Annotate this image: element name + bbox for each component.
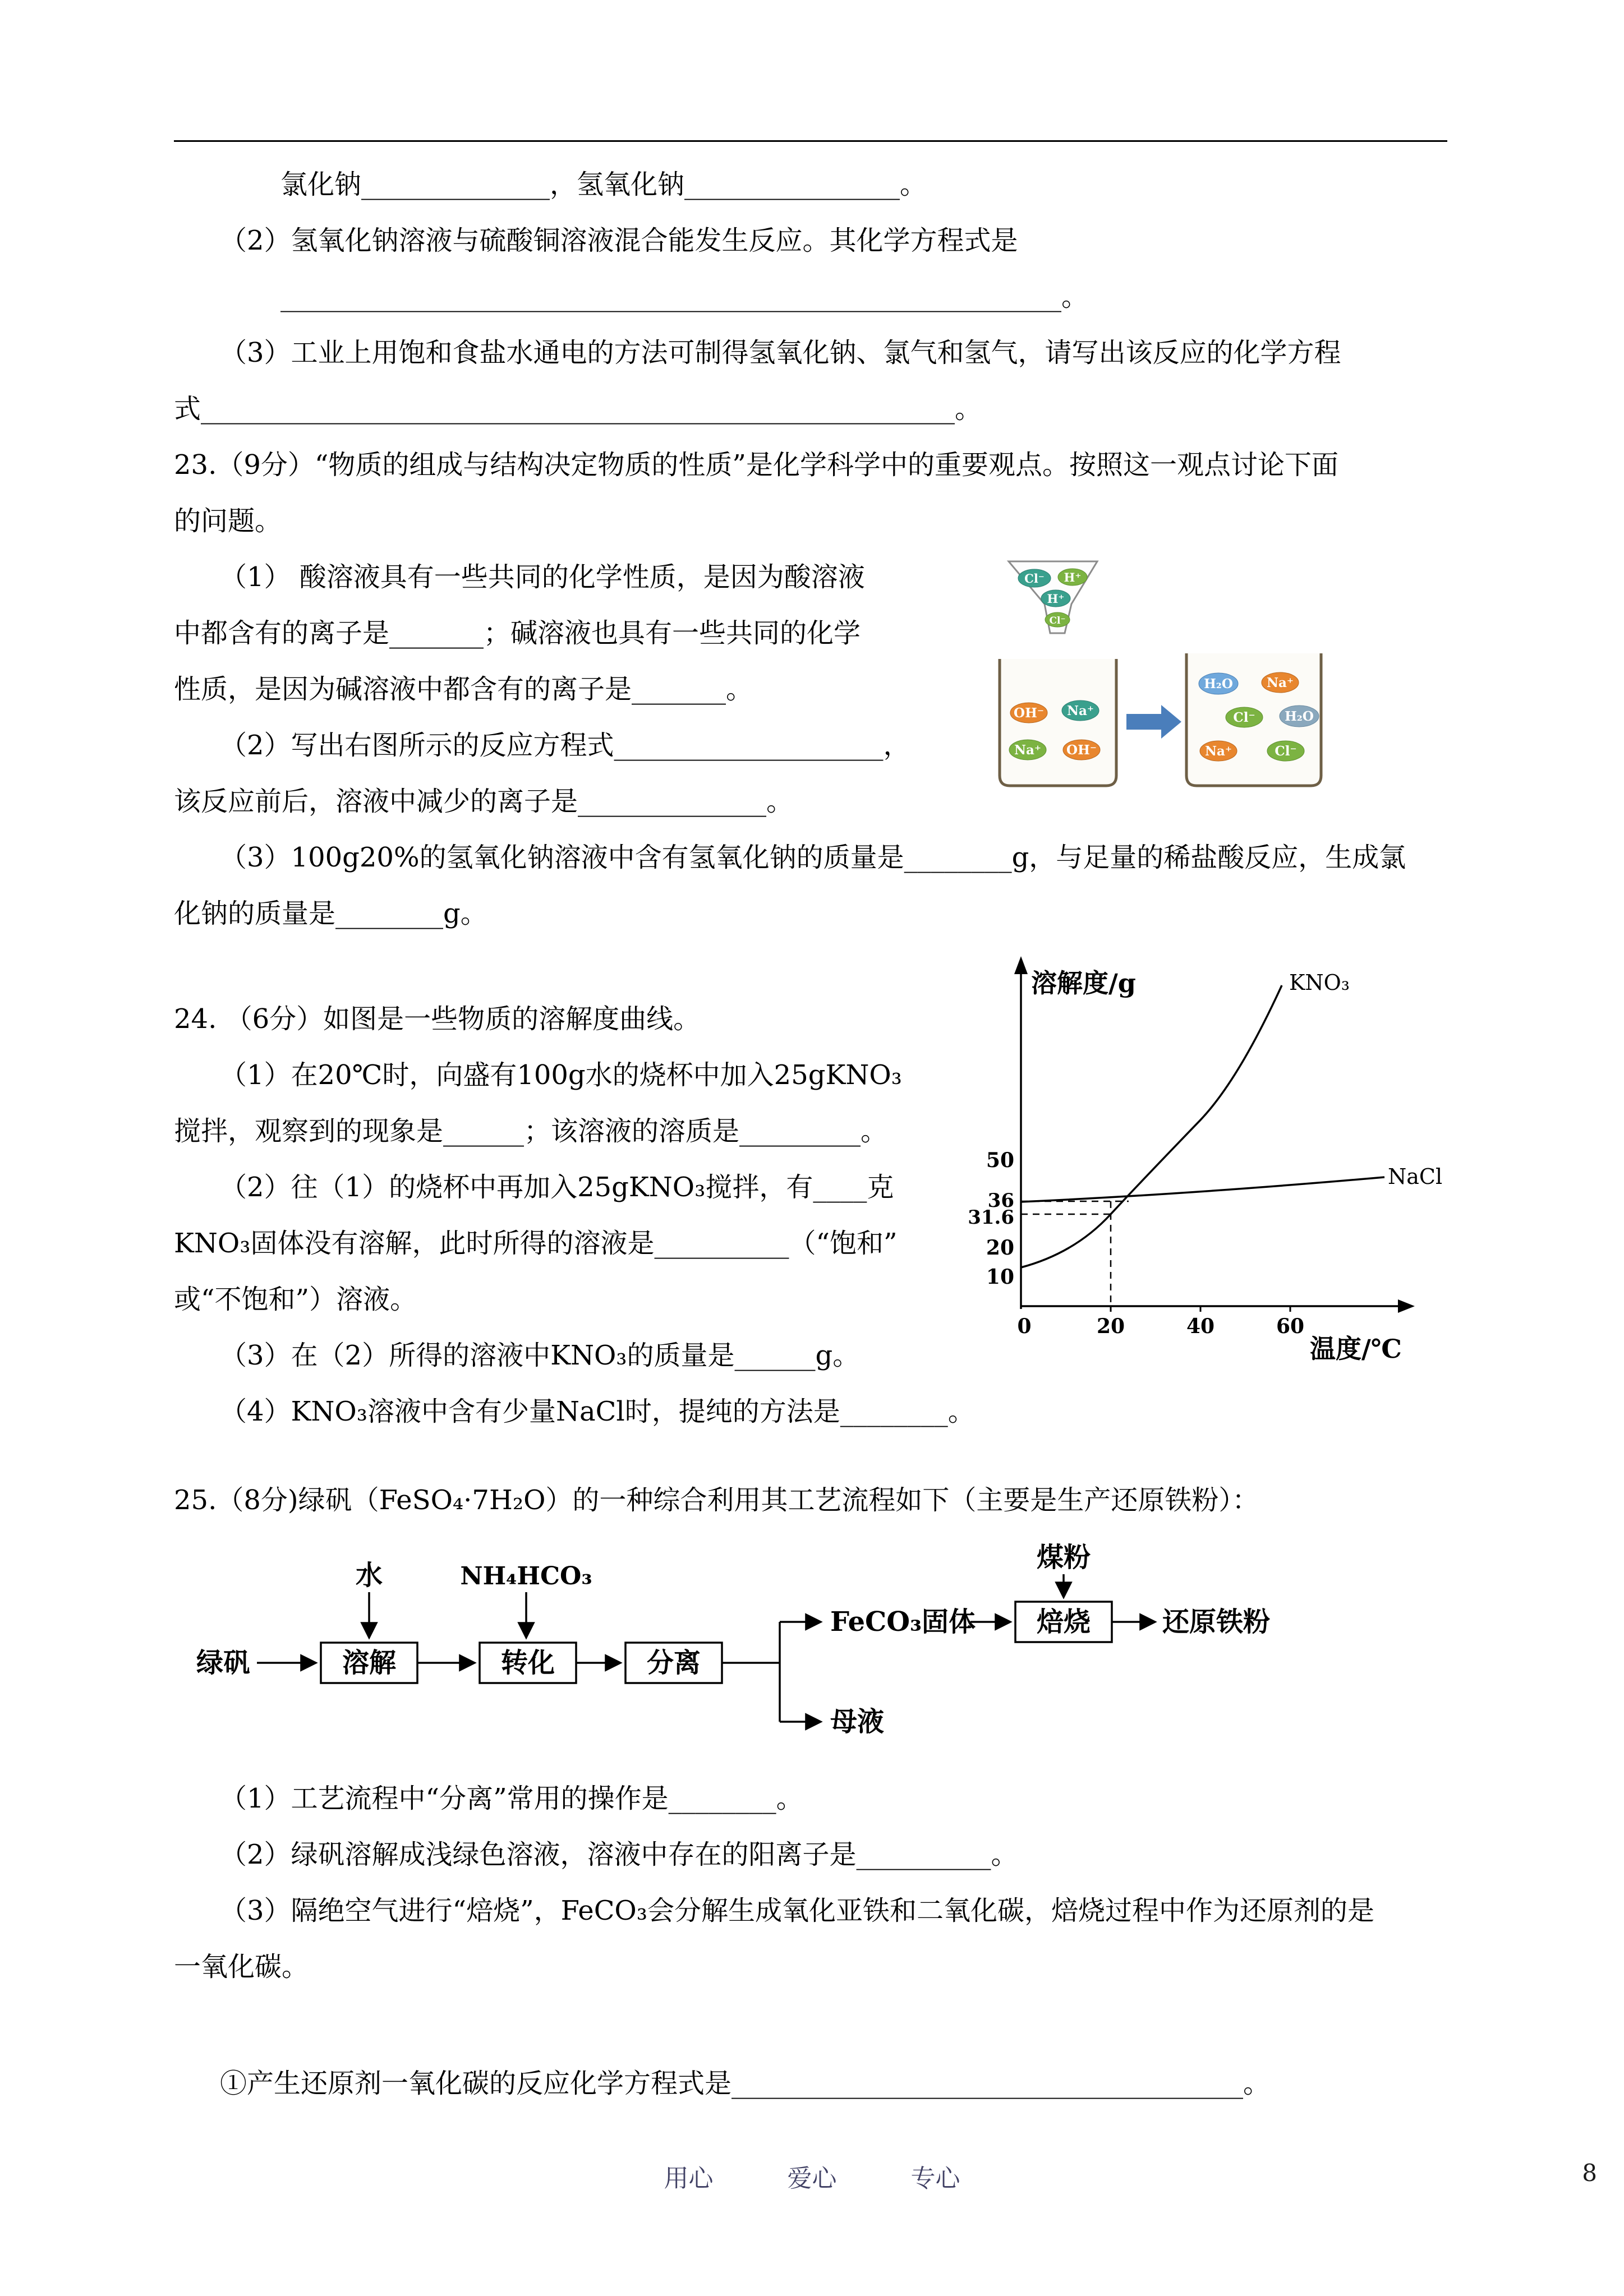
ion-reaction-figure xyxy=(987,554,1324,800)
q23-part2-line1: （2）写出右图所示的反应方程式____________________， xyxy=(220,730,910,761)
ion-label: H₂O xyxy=(1285,709,1314,724)
x-axis-title: 温度/℃ xyxy=(1310,1334,1402,1364)
beaker2-ion-6 xyxy=(1267,741,1304,761)
x-tick-0: 0 xyxy=(1017,1315,1032,1338)
flow-water-label: 水 xyxy=(355,1560,383,1591)
q24-part3: （3）在（2）所得的溶液中KNO₃的质量是______g。 xyxy=(220,1340,860,1371)
left-beaker xyxy=(1000,659,1116,786)
page-content xyxy=(174,140,1447,2111)
q22-answer-blanks-line: 氯化钠______________，氢氧化钠________________。 xyxy=(280,169,927,200)
q24-stem: 24. （6分）如图是一些物质的溶解度曲线。 xyxy=(174,1003,701,1035)
ion-label: Na⁺ xyxy=(1204,744,1232,759)
q24-part2-line1: （2）往（1）的烧杯中再加入25gKNO₃搅拌，有____克 xyxy=(220,1172,894,1203)
ion-label: Cl⁻ xyxy=(1024,571,1045,585)
q22-part3-line2: 式________________________________________________________。 xyxy=(174,393,982,425)
process-flow-diagram xyxy=(174,1535,1447,1771)
flow-coal-label: 煤粉 xyxy=(1036,1542,1091,1573)
q25-part1: （1）工艺流程中“分离”常用的操作是________。 xyxy=(220,1783,803,1814)
flow-intermediate-label: FeCO₃固体 xyxy=(830,1606,976,1638)
q25-part3-line2: 一氧化碳。 xyxy=(174,1951,309,1983)
beaker2-ion-4 xyxy=(1280,706,1319,727)
ion-label: OH⁻ xyxy=(1066,743,1097,758)
beaker2-ion-5 xyxy=(1200,741,1237,761)
flow-box-separate-label: 分离 xyxy=(646,1647,701,1679)
y-tick-36: 36 xyxy=(987,1190,1014,1212)
q23-part2-line2: 该反应前后，溶液中减少的离子是______________。 xyxy=(174,786,794,817)
flow-box-dissolve-label: 溶解 xyxy=(342,1647,397,1679)
y-tick-10: 10 xyxy=(986,1265,1014,1289)
q23-part3-line1: （3）100g20%的氢氧化钠溶液中含有氢氧化钠的质量是________g，与足量的稀盐酸反应，生成氯 xyxy=(220,842,1406,873)
ion-label: H⁺ xyxy=(1047,592,1065,606)
ion-label: Na⁺ xyxy=(1066,703,1094,718)
ion-label: Cl⁻ xyxy=(1233,710,1255,725)
nacl-curve xyxy=(1021,1177,1384,1202)
nacl-curve-label: NaCl xyxy=(1388,1164,1443,1189)
q23-part1-line1: （1） 酸溶液具有一些共同的化学性质，是因为酸溶液 xyxy=(220,561,865,593)
flow-reagent-label: NH₄HCO₃ xyxy=(460,1562,592,1590)
header-rule xyxy=(174,140,1447,142)
x-tick-20: 20 xyxy=(1096,1315,1125,1338)
q25-part3-sub1: ①产生还原剂一氧化碳的反应化学方程式是______________________________________。 xyxy=(220,2068,1271,2099)
x-tick-60: 60 xyxy=(1276,1315,1305,1338)
q25-part2: （2）绿矾溶解成浅绿色溶液，溶液中存在的阳离子是__________。 xyxy=(220,1839,1018,1870)
q24-part4: （4）KNO₃溶液中含有少量NaCl时，提纯的方法是________。 xyxy=(220,1396,975,1427)
q25-part3-line1: （3）隔绝空气进行“焙烧”，FeCO₃会分解生成氧化亚铁和二氧化碳，焙烧过程中作为还原剂的是 xyxy=(220,1895,1375,1926)
footer-motto: 用心 爱心 专心 xyxy=(664,2164,960,2193)
ion-label: Na⁺ xyxy=(1014,743,1042,758)
beaker2-ion-1 xyxy=(1199,673,1238,694)
ion-label: Cl⁻ xyxy=(1275,744,1297,759)
funnel-ion-3 xyxy=(1041,590,1070,607)
q23-stem-line2: 的问题。 xyxy=(174,505,282,537)
solubility-chart xyxy=(942,942,1447,1368)
flow-source-label: 绿矾 xyxy=(196,1647,251,1679)
y-tick-20: 20 xyxy=(986,1236,1014,1260)
q24-part2-line2: KNO₃固体没有溶解，此时所得的溶液是__________（“饱和” xyxy=(174,1228,898,1259)
q24-part1-line1: （1）在20℃时，向盛有100g水的烧杯中加入25gKNO₃ xyxy=(220,1059,902,1091)
q23-stem-line1: 23.（9分）“物质的组成与结构决定物质的性质”是化学科学中的重要观点。按照这一观点讨论下面 xyxy=(174,449,1338,481)
beaker2-ion-3 xyxy=(1226,707,1263,727)
beaker2-ion-2 xyxy=(1262,672,1299,693)
x-tick-40: 40 xyxy=(1186,1315,1215,1338)
ion-label: OH⁻ xyxy=(1014,706,1044,721)
funnel-ion-2 xyxy=(1058,569,1087,585)
solubility-chart-svg xyxy=(942,942,1447,1368)
flow-byproduct-label: 母液 xyxy=(830,1706,885,1737)
ion-label: Na⁺ xyxy=(1266,675,1294,690)
q23-part1-line2: 中都含有的离子是_______；碱溶液也具有一些共同的化学 xyxy=(174,617,861,649)
funnel-ion-1 xyxy=(1018,569,1051,587)
flow-product-label: 还原铁粉 xyxy=(1162,1606,1271,1638)
ion-label: H₂O xyxy=(1204,676,1233,691)
page-footer xyxy=(0,2158,1624,2197)
flow-box-convert-label: 转化 xyxy=(500,1647,555,1679)
beaker1-ion-1 xyxy=(1010,703,1047,723)
flow-box-roast-label: 焙烧 xyxy=(1036,1606,1091,1638)
q22-part3-line1: （3）工业上用饱和食盐水通电的方法可制得氢氧化钠、氯气和氢气，请写出该反应的化学方程 xyxy=(220,337,1341,368)
beaker1-ion-3 xyxy=(1009,740,1046,760)
q24-part1-line2: 搅拌，观察到的现象是______；该溶液的溶质是_________。 xyxy=(174,1115,888,1147)
process-flow-svg xyxy=(174,1535,1447,1771)
funnel-ion-4 xyxy=(1045,612,1070,627)
page-number: 8 xyxy=(1582,2159,1597,2187)
x-axis-arrow-icon xyxy=(1398,1299,1415,1313)
q23-part3-line2: 化钠的质量是________g。 xyxy=(174,898,487,929)
reaction-arrow-icon xyxy=(1126,705,1181,739)
ion-label: Cl⁻ xyxy=(1049,615,1066,626)
q25-stem: 25.（8分)绿矾（FeSO₄·7H₂O）的一种综合利用其工艺流程如下（主要是生产还原铁粉）： xyxy=(174,1484,1259,1516)
y-tick-50: 50 xyxy=(986,1149,1014,1172)
q22-part2-line: （2）氢氧化钠溶液与硫酸铜溶液混合能发生反应。其化学方程式是 xyxy=(220,225,1018,256)
y-tick-31-6: 31.6 xyxy=(968,1206,1014,1229)
q23-part1-line3: 性质，是因为碱溶液中都含有的离子是_______。 xyxy=(174,674,753,705)
beaker1-ion-4 xyxy=(1063,740,1100,760)
beaker1-ion-2 xyxy=(1062,700,1099,721)
y-axis-arrow-icon xyxy=(1014,956,1028,974)
kno3-curve xyxy=(1021,985,1282,1267)
ion-mixing-svg xyxy=(987,554,1324,800)
kno3-curve-label: KNO₃ xyxy=(1289,970,1350,995)
ion-label: H⁺ xyxy=(1064,570,1082,584)
y-axis-title: 溶解度/g xyxy=(1031,968,1136,998)
q22-part2-blank-line: __________________________________________________________。 xyxy=(280,281,1089,312)
q24-part2-line3: 或“不饱和”）溶液。 xyxy=(174,1284,417,1315)
